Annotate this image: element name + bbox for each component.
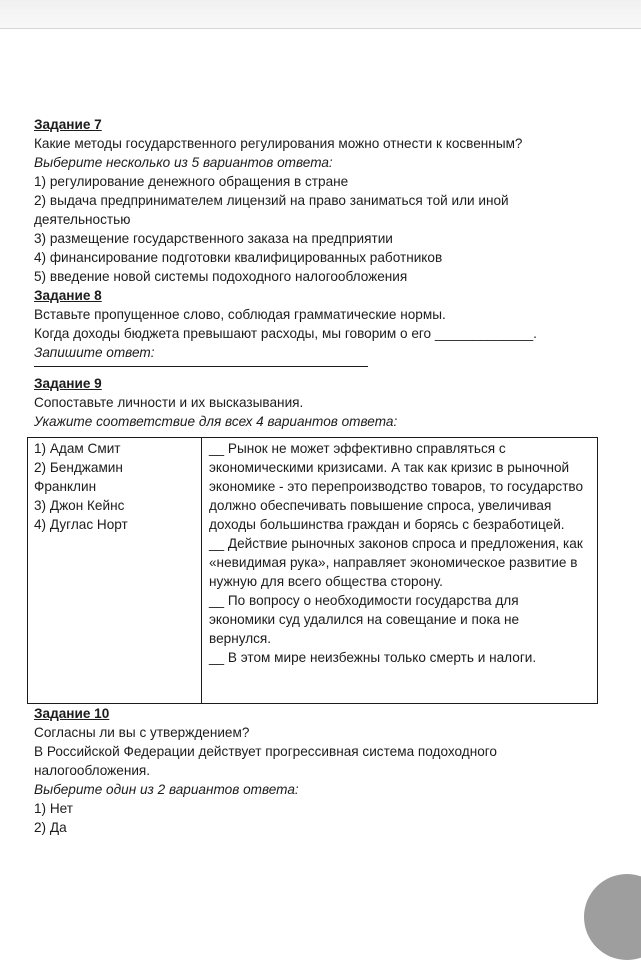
task8-sentence: Когда доходы бюджета превышают расходы, мы говорим о его _____________.	[34, 326, 537, 341]
quote-2: __ Действие рыночных законов спроса и предложения, как «невидимая рука», направляет экономическое развитие в нужную для всего общества сторону.	[209, 536, 583, 589]
task7-option-5[interactable]: 5) введение новой системы подоходного налогообложения	[34, 269, 408, 284]
persons-column	[28, 438, 202, 703]
task10-instruction: Выберите один из 2 вариантов ответа:	[34, 782, 299, 797]
task8-instruction: Запишите ответ:	[34, 345, 155, 360]
quote-4: __ В этом мире неизбежны только смерть и налоги.	[209, 650, 537, 665]
person-2: 2) Бенджамин Франклин	[34, 460, 123, 494]
task8-question: Вставьте пропущенное слово, соблюдая грамматические нормы.	[34, 307, 446, 322]
task8-heading: Задание 8	[34, 288, 102, 303]
floating-action-button[interactable]	[584, 874, 641, 960]
task7-option-3[interactable]: 3) размещение государственного заказа на предприятии	[34, 231, 393, 246]
task10-heading: Задание 10	[34, 706, 110, 721]
task7-option-1[interactable]: 1) регулирование денежного обращения в стране	[34, 174, 349, 189]
quote-1: __ Рынок не может эффективно справляться с экономическими кризисами. А так как кризис в рыночной экономике - это перепроизводство товаров, то государство должно обеспечивать повышение спроса, увеличивая доходы большинства граждан и борясь с безработицей.	[209, 441, 584, 532]
person-3: 3) Джон Кейнс	[34, 498, 125, 513]
person-4: 4) Дуглас Норт	[34, 517, 128, 532]
person-1: 1) Адам Смит	[34, 441, 121, 456]
document-body	[34, 115, 604, 431]
task7-option-4[interactable]: 4) финансирование подготовки квалифицированных работников	[34, 250, 443, 265]
task10-option-1[interactable]: 1) Нет	[34, 801, 74, 816]
task7-option-2[interactable]: 2) выдача предпринимателем лицензий на право заниматься той или иной деятельностью	[34, 193, 509, 227]
quote-3: __ По вопросу о необходимости государства для экономики суд удалился на совещание и пока не вернулся.	[209, 593, 520, 646]
quotes-column	[202, 438, 597, 703]
task7-question: Какие методы государственного регулирования можно отнести к косвенным?	[34, 136, 523, 151]
task9-instruction: Укажите соответствие для всех 4 вариантов ответа:	[34, 414, 398, 429]
task9-heading: Задание 9	[34, 376, 102, 391]
task10-statement: В Российской Федерации действует прогрессивная система подоходного налогообложения.	[34, 744, 497, 778]
task7-heading: Задание 7	[34, 117, 102, 132]
task8-answer-line[interactable]	[34, 366, 368, 367]
task10-option-2[interactable]: 2) Да	[34, 820, 67, 835]
matching-table	[27, 437, 598, 704]
task10-question: Согласны ли вы с утверждением?	[34, 725, 250, 740]
task9-question: Сопоставьте личности и их высказывания.	[34, 395, 304, 410]
task10-block	[34, 704, 604, 837]
task7-instruction: Выберите несколько из 5 вариантов ответа:	[34, 155, 333, 170]
top-toolbar	[0, 0, 641, 29]
